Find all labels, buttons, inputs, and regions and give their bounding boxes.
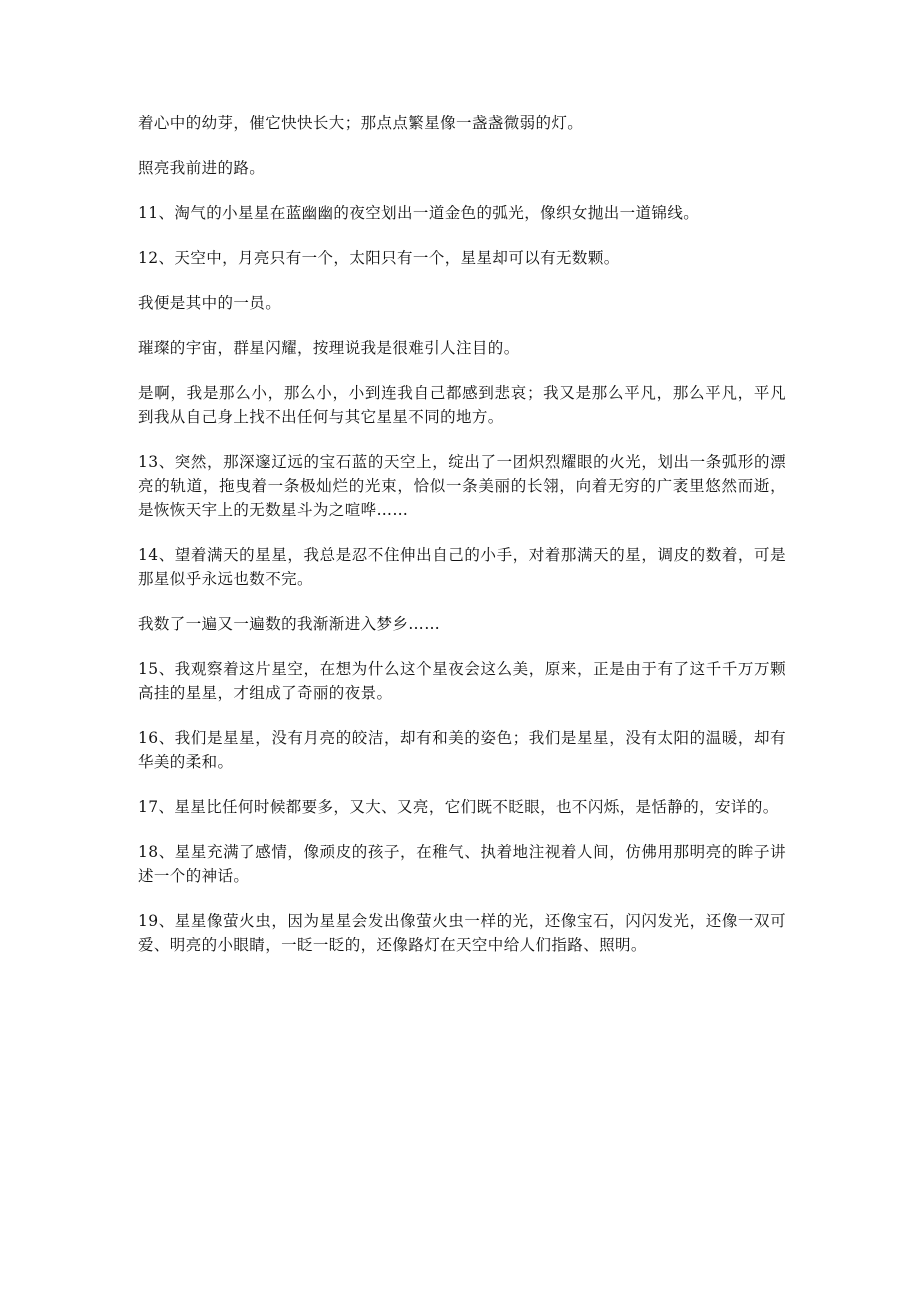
paragraph: 15、我观察着这片星空，在想为什么这个星夜会这么美，原来，正是由于有了这千千万万颗高挂的星星，才组成了奇丽的夜景。 (138, 660, 786, 702)
paragraph: 璀璨的宇宙，群星闪耀，按理说我是很难引人注目的。 (138, 339, 520, 357)
paragraph: 17、星星比任何时候都要多，又大、又亮，它们既不眨眼，也不闪烁，是恬静的，安详的。 (138, 798, 779, 816)
paragraph: 我便是其中的一员。 (138, 294, 282, 312)
paragraph: 11、淘气的小星星在蓝幽幽的夜空划出一道金色的弧光，像织女抛出一道锦线。 (138, 204, 700, 222)
document-body (138, 111, 786, 978)
paragraph: 14、望着满天的星星，我总是忍不住伸出自己的小手，对着那满天的星，调皮的数着，可是那星似乎永远也数不完。 (138, 546, 786, 588)
paragraph: 着心中的幼芽，催它快快长大；那点点繁星像一盏盏微弱的灯。 (138, 114, 584, 132)
paragraph: 我数了一遍又一遍数的我渐渐进入梦乡…… (138, 615, 441, 633)
paragraph: 12、天空中，月亮只有一个，太阳只有一个，星星却可以有无数颗。 (138, 249, 620, 267)
paragraph: 照亮我前进的路。 (138, 159, 266, 177)
paragraph: 13、突然，那深邃辽远的宝石蓝的天空上，绽出了一团炽烈耀眼的火光，划出一条弧形的漂亮的轨道，拖曳着一条极灿烂的光束，恰似一条美丽的长翎，向着无穷的广袤里悠然而逝，是恢恢天宇上的无数星斗为之喧哗…… (138, 453, 786, 519)
paragraph: 19、星星像萤火虫，因为星星会发出像萤火虫一样的光，还像宝石，闪闪发光，还像一双可爱、明亮的小眼睛，一眨一眨的，还像路灯在天空中给人们指路、照明。 (138, 912, 786, 954)
paragraph: 是啊，我是那么小，那么小，小到连我自己都感到悲哀；我又是那么平凡，那么平凡，平凡到我从自己身上找不出任何与其它星星不同的地方。 (138, 384, 786, 426)
paragraph: 18、星星充满了感情，像顽皮的孩子，在稚气、执着地注视着人间，仿佛用那明亮的眸子讲述一个的神话。 (138, 843, 786, 885)
paragraph: 16、我们是星星，没有月亮的皎洁，却有和美的姿色；我们是星星，没有太阳的温暖，却有华美的柔和。 (138, 729, 786, 771)
